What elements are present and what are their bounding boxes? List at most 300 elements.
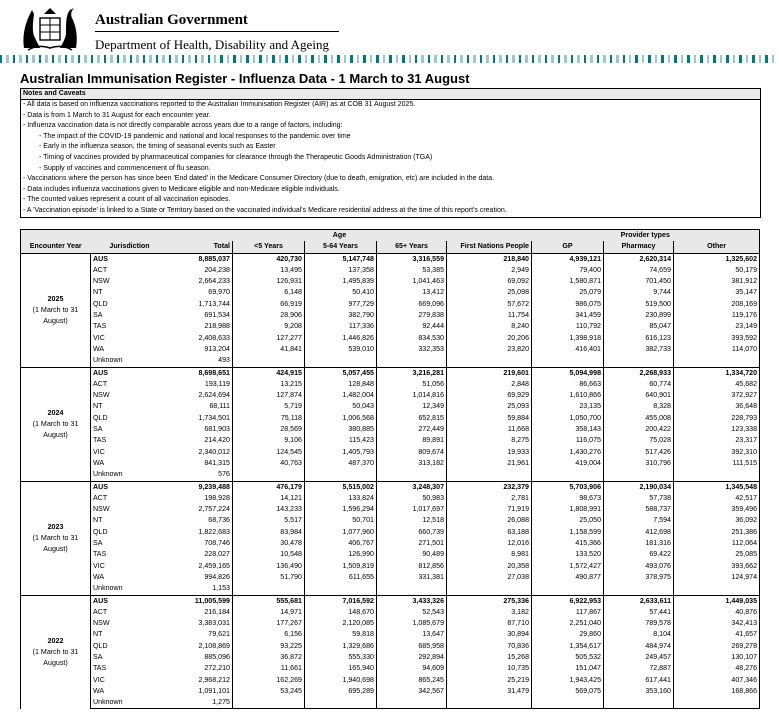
value-cell: 269,278 bbox=[674, 641, 760, 652]
value-cell: 45,682 bbox=[674, 379, 760, 390]
value-cell: 75,028 bbox=[604, 435, 674, 446]
value-cell: 1,509,819 bbox=[305, 561, 377, 572]
value-cell: 70,836 bbox=[447, 641, 532, 652]
value-cell bbox=[604, 697, 674, 709]
value-cell: 14,121 bbox=[233, 493, 305, 504]
value-cell: 15,268 bbox=[447, 652, 532, 663]
provider-group-header: Provider types bbox=[532, 230, 760, 242]
value-cell: 60,774 bbox=[604, 379, 674, 390]
value-cell: 484,974 bbox=[604, 641, 674, 652]
table-row bbox=[21, 367, 760, 379]
value-cell: 1,449,035 bbox=[674, 595, 760, 607]
value-cell: 72,887 bbox=[604, 663, 674, 674]
value-cell: 841,315 bbox=[204, 458, 230, 467]
value-cell: 23,820 bbox=[447, 344, 532, 355]
value-cell: 50,179 bbox=[674, 265, 760, 276]
table-row bbox=[21, 583, 760, 595]
value-cell: 6,156 bbox=[233, 629, 305, 640]
value-cell: 2,268,933 bbox=[604, 367, 674, 379]
value-cell: 133,520 bbox=[532, 549, 604, 560]
value-cell: 342,413 bbox=[674, 618, 760, 629]
jurisdiction-cell: ACT bbox=[91, 379, 169, 390]
value-cell: 79,621 bbox=[208, 630, 230, 639]
table-row bbox=[21, 504, 760, 515]
jurisdiction-cell: AUS bbox=[91, 481, 169, 493]
value-cell: 200,422 bbox=[604, 424, 674, 435]
value-cell: 555,681 bbox=[233, 595, 305, 607]
value-cell: 68,736 bbox=[208, 516, 230, 525]
jurisdiction-cell: NT bbox=[91, 401, 169, 412]
value-cell: 913,204 bbox=[204, 344, 230, 353]
value-cell: 40,876 bbox=[674, 607, 760, 618]
jurisdiction-cell: TAS bbox=[91, 549, 169, 560]
value-cell: 98,673 bbox=[532, 493, 604, 504]
value-cell: 1,398,918 bbox=[532, 333, 604, 344]
value-cell: 412,698 bbox=[604, 527, 674, 538]
value-cell: 380,885 bbox=[305, 424, 377, 435]
value-cell: 23,317 bbox=[674, 435, 760, 446]
value-cell: 79,400 bbox=[532, 265, 604, 276]
value-cell: 378,975 bbox=[604, 572, 674, 583]
value-cell: 23,149 bbox=[674, 321, 760, 332]
jurisdiction-cell: SA bbox=[91, 538, 169, 549]
value-cell bbox=[604, 583, 674, 595]
table-row bbox=[21, 481, 760, 493]
column-header: Encounter Year bbox=[21, 241, 91, 253]
table-row bbox=[21, 675, 760, 686]
value-cell: 165,940 bbox=[305, 663, 377, 674]
value-cell: 193,119 bbox=[204, 379, 230, 388]
value-cell: 115,423 bbox=[305, 435, 377, 446]
value-cell: 669,096 bbox=[377, 299, 447, 310]
value-cell: 416,401 bbox=[532, 344, 604, 355]
value-cell: 1,482,004 bbox=[305, 390, 377, 401]
value-cell: 1,446,826 bbox=[305, 333, 377, 344]
column-header: First Nations People bbox=[447, 241, 532, 253]
jurisdiction-cell: NSW bbox=[91, 504, 169, 515]
value-cell: 23,135 bbox=[532, 401, 604, 412]
value-cell: 358,143 bbox=[532, 424, 604, 435]
value-cell: 695,289 bbox=[305, 686, 377, 697]
value-cell: 313,182 bbox=[377, 458, 447, 469]
value-cell: 3,316,559 bbox=[377, 253, 447, 265]
jurisdiction-cell: Unknown bbox=[91, 355, 169, 367]
value-cell: 701,450 bbox=[604, 276, 674, 287]
value-cell: 1,050,700 bbox=[532, 413, 604, 424]
encounter-year-cell bbox=[21, 481, 91, 595]
table-row bbox=[21, 424, 760, 435]
value-cell: 114,070 bbox=[674, 344, 760, 355]
value-cell: 1,014,816 bbox=[377, 390, 447, 401]
value-cell: 3,383,031 bbox=[198, 619, 230, 628]
notes-heading: Notes and Caveats bbox=[21, 89, 760, 100]
jurisdiction-cell: WA bbox=[91, 686, 169, 697]
value-cell: 20,206 bbox=[447, 333, 532, 344]
table-row bbox=[21, 253, 760, 265]
value-cell: 92,444 bbox=[377, 321, 447, 332]
table-row bbox=[21, 321, 760, 332]
value-cell: 86,663 bbox=[532, 379, 604, 390]
table-row bbox=[21, 515, 760, 526]
value-cell: 74,659 bbox=[604, 265, 674, 276]
encounter-year: 2022 bbox=[47, 636, 64, 645]
value-cell: 128,848 bbox=[305, 379, 377, 390]
jurisdiction-cell: NT bbox=[91, 287, 169, 298]
table-row bbox=[21, 469, 760, 481]
value-cell: 7,594 bbox=[604, 515, 674, 526]
value-cell: 2,459,165 bbox=[198, 561, 230, 570]
value-cell: 162,269 bbox=[233, 675, 305, 686]
value-cell: 119,176 bbox=[674, 310, 760, 321]
jurisdiction-cell: AUS bbox=[91, 595, 169, 607]
value-cell: 50,983 bbox=[377, 493, 447, 504]
value-cell: 493,076 bbox=[604, 561, 674, 572]
value-cell: 2,408,633 bbox=[198, 333, 230, 342]
table-row bbox=[21, 310, 760, 321]
value-cell: 3,248,307 bbox=[377, 481, 447, 493]
value-cell: 25,050 bbox=[532, 515, 604, 526]
value-cell: 11,668 bbox=[447, 424, 532, 435]
value-cell: 148,670 bbox=[305, 607, 377, 618]
jurisdiction-cell: NT bbox=[91, 515, 169, 526]
value-cell: 1,610,866 bbox=[532, 390, 604, 401]
jurisdiction-cell: QLD bbox=[91, 527, 169, 538]
value-cell: 51,056 bbox=[377, 379, 447, 390]
value-cell: 117,336 bbox=[305, 321, 377, 332]
value-cell bbox=[674, 697, 760, 709]
jurisdiction-cell: ACT bbox=[91, 607, 169, 618]
value-cell: 588,737 bbox=[604, 504, 674, 515]
table-row bbox=[21, 355, 760, 367]
value-cell: 381,912 bbox=[674, 276, 760, 287]
table-row bbox=[21, 561, 760, 572]
note-line: - All data is based on influenza vaccinations reported to the Australian Immunisation Register (AIR) as at COB 31 August 2025. bbox=[23, 101, 416, 108]
value-cell: 1,430,276 bbox=[532, 447, 604, 458]
value-cell: 5,057,455 bbox=[305, 367, 377, 379]
value-cell: 681,903 bbox=[204, 425, 230, 434]
value-cell: 275,336 bbox=[447, 595, 532, 607]
value-cell: 36,648 bbox=[674, 401, 760, 412]
jurisdiction-cell: QLD bbox=[91, 641, 169, 652]
table-row bbox=[21, 413, 760, 424]
value-cell bbox=[447, 697, 532, 709]
jurisdiction-cell: Unknown bbox=[91, 583, 169, 595]
value-cell: 812,856 bbox=[377, 561, 447, 572]
table-row bbox=[21, 287, 760, 298]
value-cell: 279,838 bbox=[377, 310, 447, 321]
value-cell bbox=[447, 583, 532, 595]
value-cell bbox=[233, 583, 305, 595]
value-cell: 35,147 bbox=[674, 287, 760, 298]
value-cell bbox=[604, 469, 674, 481]
table-row bbox=[21, 447, 760, 458]
value-cell: 310,796 bbox=[604, 458, 674, 469]
jurisdiction-cell: QLD bbox=[91, 413, 169, 424]
page-title: Australian Immunisation Register - Influenza Data - 1 March to 31 August bbox=[20, 71, 470, 86]
table-header bbox=[21, 230, 760, 254]
table-row bbox=[21, 299, 760, 310]
value-cell: 3,433,326 bbox=[377, 595, 447, 607]
encounter-year-cell bbox=[21, 253, 91, 367]
value-cell: 143,233 bbox=[233, 504, 305, 515]
value-cell: 204,238 bbox=[204, 265, 230, 274]
value-cell: 6,922,953 bbox=[532, 595, 604, 607]
value-cell: 1,495,839 bbox=[305, 276, 377, 287]
note-line: - Influenza vaccination data is not directly comparable across years due to a range of factors, including: bbox=[23, 122, 343, 130]
value-cell: 30,478 bbox=[233, 538, 305, 549]
value-cell: 5,147,748 bbox=[305, 253, 377, 265]
value-cell: 555,330 bbox=[305, 652, 377, 663]
value-cell bbox=[377, 469, 447, 481]
note-line: - Timing of vaccines provided by pharmaceutical companies for clearance through the Therapeutic Goods Administration (TGA) bbox=[39, 153, 433, 161]
value-cell: 2,624,694 bbox=[198, 391, 230, 400]
value-cell: 214,420 bbox=[204, 436, 230, 445]
value-cell: 393,662 bbox=[674, 561, 760, 572]
value-cell: 27,038 bbox=[447, 572, 532, 583]
value-cell: 865,245 bbox=[377, 675, 447, 686]
value-cell: 127,277 bbox=[233, 333, 305, 344]
value-cell: 87,710 bbox=[447, 618, 532, 629]
jurisdiction-cell: TAS bbox=[91, 435, 169, 446]
value-cell bbox=[532, 697, 604, 709]
department-name: Department of Health, Disability and Ageing bbox=[95, 37, 329, 52]
value-cell: 652,815 bbox=[377, 413, 447, 424]
value-cell: 640,901 bbox=[604, 390, 674, 401]
value-cell: 3,182 bbox=[447, 607, 532, 618]
value-cell: 83,984 bbox=[233, 527, 305, 538]
value-cell: 53,385 bbox=[377, 265, 447, 276]
value-cell: 208,169 bbox=[674, 299, 760, 310]
column-header: Total bbox=[169, 241, 233, 253]
value-cell: 57,672 bbox=[447, 299, 532, 310]
value-cell: 53,245 bbox=[233, 686, 305, 697]
value-cell: 228,793 bbox=[674, 413, 760, 424]
value-cell: 51,790 bbox=[233, 572, 305, 583]
jurisdiction-cell: NSW bbox=[91, 390, 169, 401]
value-cell bbox=[233, 469, 305, 481]
table-row bbox=[21, 435, 760, 446]
value-cell: 2,190,034 bbox=[604, 481, 674, 493]
value-cell: 1,334,720 bbox=[674, 367, 760, 379]
value-cell: 25,093 bbox=[447, 401, 532, 412]
value-cell: 392,310 bbox=[674, 447, 760, 458]
value-cell: 5,515,002 bbox=[305, 481, 377, 493]
value-cell: 66,919 bbox=[233, 299, 305, 310]
value-cell: 69,929 bbox=[447, 390, 532, 401]
value-cell bbox=[447, 355, 532, 367]
value-cell: 2,781 bbox=[447, 493, 532, 504]
note-line: - Supply of vaccines and commencement of flu season. bbox=[39, 164, 211, 172]
value-cell: 29,860 bbox=[532, 629, 604, 640]
jurisdiction-cell: AUS bbox=[91, 367, 169, 379]
column-header: Pharmacy bbox=[604, 241, 674, 253]
jurisdiction-cell: NSW bbox=[91, 618, 169, 629]
value-cell: 75,118 bbox=[233, 413, 305, 424]
column-header-row bbox=[21, 241, 760, 253]
value-cell: 13,412 bbox=[377, 287, 447, 298]
value-cell: 5,719 bbox=[233, 401, 305, 412]
value-cell: 177,267 bbox=[233, 618, 305, 629]
table-row bbox=[21, 641, 760, 652]
value-cell: 519,500 bbox=[604, 299, 674, 310]
value-cell: 1,085,679 bbox=[377, 618, 447, 629]
value-cell: 271,501 bbox=[377, 538, 447, 549]
table-row bbox=[21, 527, 760, 538]
value-cell: 232,379 bbox=[447, 481, 532, 493]
table-row bbox=[21, 401, 760, 412]
value-cell: 487,370 bbox=[305, 458, 377, 469]
note-line: - Data is from 1 March to 31 August for each encounter year. bbox=[23, 111, 211, 119]
jurisdiction-cell: TAS bbox=[91, 663, 169, 674]
value-cell: 1,006,568 bbox=[305, 413, 377, 424]
jurisdiction-cell: NT bbox=[91, 629, 169, 640]
jurisdiction-cell: TAS bbox=[91, 321, 169, 332]
value-cell: 9,106 bbox=[233, 435, 305, 446]
value-cell: 133,824 bbox=[305, 493, 377, 504]
value-cell: 41,841 bbox=[233, 344, 305, 355]
table-row bbox=[21, 595, 760, 607]
value-cell: 1,041,463 bbox=[377, 276, 447, 287]
column-header: <5 Years bbox=[233, 241, 305, 253]
value-cell: 68,111 bbox=[209, 402, 230, 411]
value-cell: 11,661 bbox=[233, 663, 305, 674]
jurisdiction-cell: VIC bbox=[91, 561, 169, 572]
jurisdiction-cell: ACT bbox=[91, 493, 169, 504]
table-row bbox=[21, 458, 760, 469]
table-row bbox=[21, 697, 760, 709]
value-cell: 2,664,233 bbox=[198, 277, 230, 286]
table-row bbox=[21, 607, 760, 618]
jurisdiction-cell: SA bbox=[91, 310, 169, 321]
value-cell: 359,496 bbox=[674, 504, 760, 515]
value-cell: 8,275 bbox=[447, 435, 532, 446]
value-cell: 2,620,314 bbox=[604, 253, 674, 265]
jurisdiction-cell: SA bbox=[91, 424, 169, 435]
value-cell: 8,240 bbox=[447, 321, 532, 332]
value-cell: 616,123 bbox=[604, 333, 674, 344]
jurisdiction-cell: QLD bbox=[91, 299, 169, 310]
jurisdiction-cell: VIC bbox=[91, 333, 169, 344]
value-cell: 9,208 bbox=[233, 321, 305, 332]
value-cell: 2,120,085 bbox=[305, 618, 377, 629]
header-stripe bbox=[0, 55, 779, 63]
value-cell: 455,008 bbox=[604, 413, 674, 424]
value-cell: 1,153 bbox=[212, 584, 230, 593]
value-cell: 11,005,599 bbox=[169, 595, 233, 607]
value-cell: 127,874 bbox=[233, 390, 305, 401]
value-cell: 14,971 bbox=[233, 607, 305, 618]
value-cell: 198,928 bbox=[204, 493, 230, 502]
value-cell: 986,075 bbox=[532, 299, 604, 310]
table-row bbox=[21, 344, 760, 355]
value-cell: 251,386 bbox=[674, 527, 760, 538]
value-cell: 419,004 bbox=[532, 458, 604, 469]
value-cell: 6,148 bbox=[233, 287, 305, 298]
value-cell: 50,043 bbox=[305, 401, 377, 412]
value-cell bbox=[604, 355, 674, 367]
value-cell: 406,767 bbox=[305, 538, 377, 549]
value-cell: 382,790 bbox=[305, 310, 377, 321]
value-cell: 1,822,683 bbox=[198, 527, 230, 536]
value-cell: 1,734,501 bbox=[198, 413, 230, 422]
value-cell: 332,353 bbox=[377, 344, 447, 355]
value-cell: 505,532 bbox=[532, 652, 604, 663]
value-cell: 36,872 bbox=[233, 652, 305, 663]
value-cell: 218,988 bbox=[204, 322, 230, 331]
value-cell: 130,107 bbox=[674, 652, 760, 663]
value-cell: 69,092 bbox=[447, 276, 532, 287]
page-header bbox=[0, 0, 779, 64]
value-cell: 12,518 bbox=[377, 515, 447, 526]
value-cell: 539,010 bbox=[305, 344, 377, 355]
jurisdiction-cell: WA bbox=[91, 458, 169, 469]
value-cell: 112,064 bbox=[674, 538, 760, 549]
value-cell: 576 bbox=[218, 470, 230, 479]
value-cell: 1,596,294 bbox=[305, 504, 377, 515]
value-cell: 1,580,871 bbox=[532, 276, 604, 287]
value-cell: 116,075 bbox=[532, 435, 604, 446]
value-cell: 181,316 bbox=[604, 538, 674, 549]
encounter-year-cell bbox=[21, 367, 91, 481]
header-divider bbox=[95, 31, 339, 32]
value-cell bbox=[532, 583, 604, 595]
value-cell: 885,096 bbox=[204, 652, 230, 661]
table-row bbox=[21, 493, 760, 504]
age-group-header: Age bbox=[233, 230, 447, 242]
period-label: (1 March to 31 August) bbox=[32, 305, 79, 325]
value-cell: 123,338 bbox=[674, 424, 760, 435]
value-cell bbox=[447, 469, 532, 481]
column-header: Jurisdiction bbox=[91, 241, 169, 253]
value-cell: 168,866 bbox=[674, 686, 760, 697]
value-cell: 10,548 bbox=[233, 549, 305, 560]
value-cell: 50,410 bbox=[305, 287, 377, 298]
table-row bbox=[21, 629, 760, 640]
value-cell: 59,884 bbox=[447, 413, 532, 424]
value-cell: 1,275 bbox=[169, 697, 233, 709]
notes-box bbox=[20, 88, 761, 218]
value-cell: 126,990 bbox=[305, 549, 377, 560]
value-cell: 1,077,960 bbox=[305, 527, 377, 538]
value-cell: 272,210 bbox=[204, 664, 230, 673]
jurisdiction-cell: VIC bbox=[91, 447, 169, 458]
value-cell: 57,738 bbox=[604, 493, 674, 504]
value-cell: 71,919 bbox=[447, 504, 532, 515]
value-cell: 126,931 bbox=[233, 276, 305, 287]
jurisdiction-cell: WA bbox=[91, 572, 169, 583]
jurisdiction-cell: VIC bbox=[91, 675, 169, 686]
value-cell: 994,826 bbox=[204, 572, 230, 581]
value-cell: 2,949 bbox=[447, 265, 532, 276]
value-cell: 8,328 bbox=[604, 401, 674, 412]
value-cell: 89,891 bbox=[377, 435, 447, 446]
value-cell: 372,927 bbox=[674, 390, 760, 401]
note-line: - Vaccinations where the person has since been 'End dated' in the Medicare Consumer Directory (due to death, emigration, etc) are included in the data. bbox=[23, 175, 495, 183]
value-cell: 21,961 bbox=[447, 458, 532, 469]
value-cell: 1,405,793 bbox=[305, 447, 377, 458]
value-cell: 407,346 bbox=[674, 675, 760, 686]
value-cell: 26,088 bbox=[447, 515, 532, 526]
jurisdiction-cell: ACT bbox=[91, 265, 169, 276]
table-row bbox=[21, 549, 760, 560]
government-name: Australian Government bbox=[95, 12, 248, 28]
value-cell: 151,047 bbox=[532, 663, 604, 674]
value-cell: 1,345,548 bbox=[674, 481, 760, 493]
value-cell: 9,744 bbox=[604, 287, 674, 298]
value-cell: 59,818 bbox=[305, 629, 377, 640]
immunisation-table bbox=[20, 229, 760, 709]
value-cell: 1,325,602 bbox=[674, 253, 760, 265]
